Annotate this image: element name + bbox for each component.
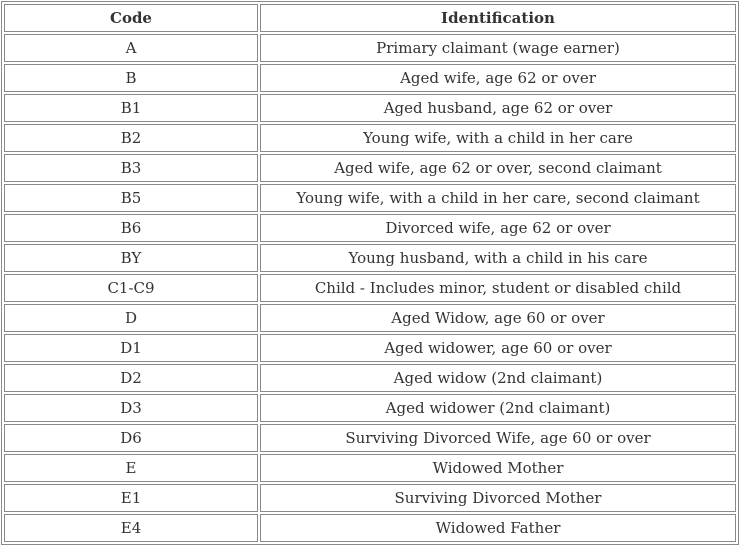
identification-cell: Aged widower (2nd claimant): [260, 394, 736, 422]
code-cell: E1: [4, 484, 258, 512]
code-cell: A: [4, 34, 258, 62]
identification-cell: Aged wife, age 62 or over, second claimant: [260, 154, 736, 182]
identification-cell: Aged wife, age 62 or over: [260, 64, 736, 92]
identification-cell: Aged widower, age 60 or over: [260, 334, 736, 362]
table-row: [4, 124, 736, 152]
code-cell: B: [4, 64, 258, 92]
column-header-identification: Identification: [260, 4, 736, 32]
table-row: [4, 394, 736, 422]
table-row: [4, 64, 736, 92]
column-header-code: Code: [4, 4, 258, 32]
identification-cell: Widowed Father: [260, 514, 736, 542]
identification-cell: Young wife, with a child in her care: [260, 124, 736, 152]
table-row: [4, 214, 736, 242]
table-row: [4, 274, 736, 302]
code-cell: D6: [4, 424, 258, 452]
table-row: [4, 184, 736, 212]
identification-cell: Divorced wife, age 62 or over: [260, 214, 736, 242]
code-cell: B3: [4, 154, 258, 182]
table-row: [4, 334, 736, 362]
table-row: [4, 454, 736, 482]
code-cell: D3: [4, 394, 258, 422]
table-header: [4, 4, 736, 32]
code-cell: C1-C9: [4, 274, 258, 302]
identification-cell: Aged husband, age 62 or over: [260, 94, 736, 122]
code-cell: D2: [4, 364, 258, 392]
table-body: [4, 34, 736, 542]
identification-cell: Young wife, with a child in her care, second claimant: [260, 184, 736, 212]
code-cell: D: [4, 304, 258, 332]
table-row: [4, 484, 736, 512]
code-cell: E4: [4, 514, 258, 542]
table-row: [4, 364, 736, 392]
identification-cell: Young husband, with a child in his care: [260, 244, 736, 272]
table-row: [4, 34, 736, 62]
identification-cell: Primary claimant (wage earner): [260, 34, 736, 62]
code-cell: BY: [4, 244, 258, 272]
beneficiary-codes-table: [1, 1, 739, 545]
identification-cell: Aged widow (2nd claimant): [260, 364, 736, 392]
identification-cell: Surviving Divorced Mother: [260, 484, 736, 512]
table-row: [4, 304, 736, 332]
identification-cell: Aged Widow, age 60 or over: [260, 304, 736, 332]
code-cell: B5: [4, 184, 258, 212]
header-row: [4, 4, 736, 32]
table-row: [4, 244, 736, 272]
identification-cell: Widowed Mother: [260, 454, 736, 482]
table-row: [4, 424, 736, 452]
table-row: [4, 154, 736, 182]
code-cell: B1: [4, 94, 258, 122]
identification-cell: Child - Includes minor, student or disabled child: [260, 274, 736, 302]
code-cell: D1: [4, 334, 258, 362]
code-cell: B2: [4, 124, 258, 152]
table-row: [4, 514, 736, 542]
code-cell: B6: [4, 214, 258, 242]
identification-cell: Surviving Divorced Wife, age 60 or over: [260, 424, 736, 452]
code-cell: E: [4, 454, 258, 482]
table-row: [4, 94, 736, 122]
